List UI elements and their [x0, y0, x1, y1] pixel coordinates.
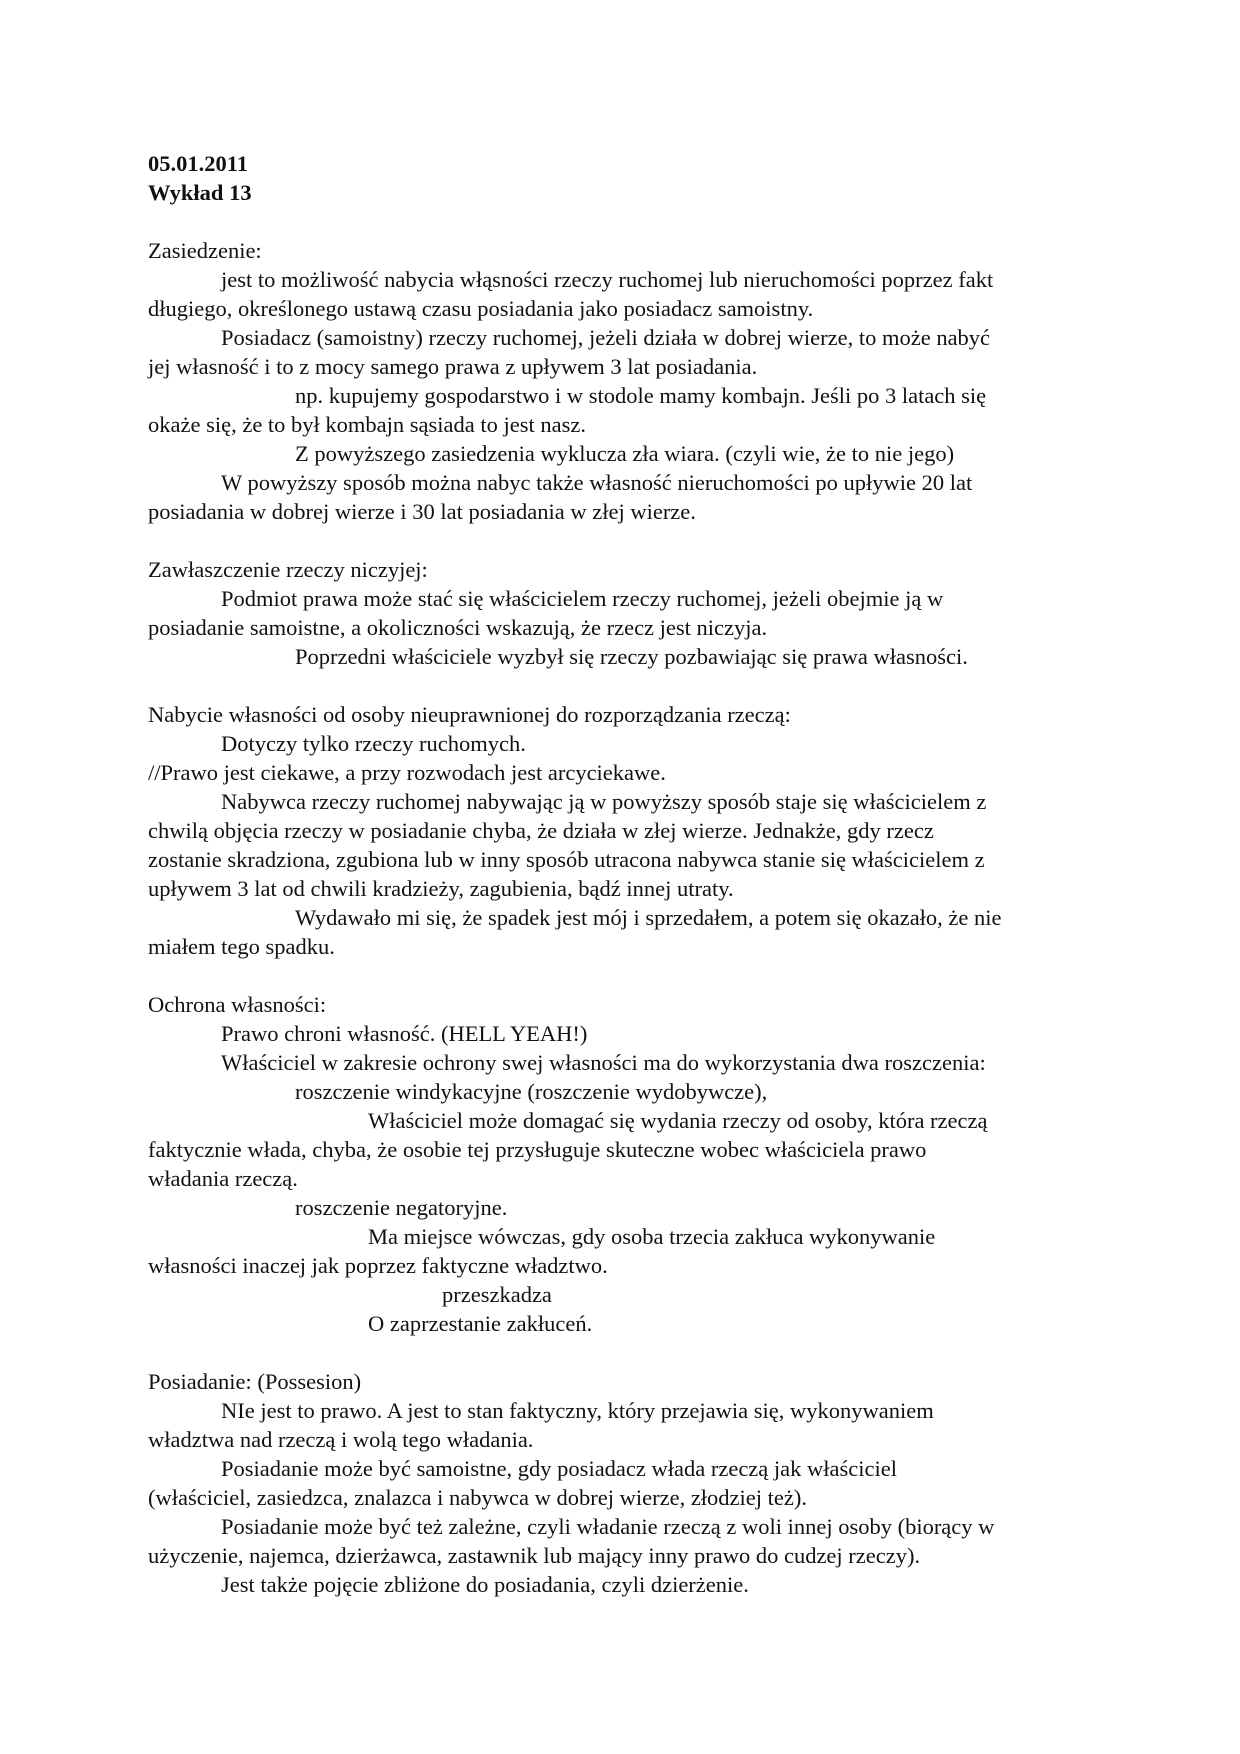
paragraph-line: roszczenie windykacyjne (roszczenie wydobywcze),	[295, 1079, 768, 1104]
section-zasiedzenie	[148, 236, 1088, 526]
paragraph-line: Dotyczy tylko rzeczy ruchomych.	[221, 731, 526, 756]
paragraph-line: władania rzeczą.	[148, 1166, 298, 1191]
paragraph-line: Prawo chroni własność. (HELL YEAH!)	[221, 1021, 588, 1046]
lecture-date: 05.01.2011	[148, 151, 249, 176]
section-ochrona	[148, 990, 1088, 1338]
paragraph-line: Nabywca rzeczy ruchomej nabywając ją w powyższy sposób staje się właścicielem z	[221, 789, 987, 814]
paragraph-line: chwilą objęcia rzeczy w posiadanie chyba, że działa w złej wierze. Jednakże, gdy rzecz	[148, 818, 934, 843]
paragraph-line: miałem tego spadku.	[148, 934, 335, 959]
paragraph-line: np. kupujemy gospodarstwo i w stodole mamy kombajn. Jeśli po 3 latach się	[295, 383, 987, 408]
paragraph-line: Wydawało mi się, że spadek jest mój i sprzedałem, a potem się okazało, że nie	[295, 905, 1002, 930]
paragraph-line: faktycznie włada, chyba, że osobie tej przysługuje skuteczne wobec właściciela prawo	[148, 1137, 927, 1162]
paragraph-line: //Prawo jest ciekawe, a przy rozwodach jest arcyciekawe.	[148, 760, 666, 785]
lecture-number: Wykład 13	[148, 180, 252, 205]
paragraph-line: Posiadanie może być też zależne, czyli władanie rzeczą z woli innej osoby (biorący w	[221, 1514, 995, 1539]
paragraph-line: zostanie skradziona, zgubiona lub w inny sposób utracona nabywca stanie się właścicielem z	[148, 847, 985, 872]
paragraph-line: jest to możliwość nabycia włąsności rzeczy ruchomej lub nieruchomości poprzez fakt	[221, 267, 994, 292]
paragraph-line: użyczenie, najemca, dzierżawca, zastawnik lub mający inny prawo do cudzej rzeczy).	[148, 1543, 921, 1568]
document-header	[148, 149, 1088, 207]
paragraph-line: Poprzedni właściciele wyzbył się rzeczy pozbawiając się prawa własności.	[295, 644, 968, 669]
paragraph-line: posiadania w dobrej wierze i 30 lat posiadania w złej wierze.	[148, 499, 696, 524]
document-content	[148, 149, 1088, 1599]
section-title: Nabycie własności od osoby nieuprawnionej do rozporządzania rzeczą:	[148, 702, 791, 727]
paragraph-line: NIe jest to prawo. A jest to stan faktyczny, który przejawia się, wykonywaniem	[221, 1398, 934, 1423]
paragraph-line: Ma miejsce wówczas, gdy osoba trzecia zakłuca wykonywanie	[368, 1224, 936, 1249]
paragraph-line: posiadanie samoistne, a okoliczności wskazują, że rzecz jest niczyja.	[148, 615, 768, 640]
paragraph-line: Z powyższego zasiedzenia wyklucza zła wiara. (czyli wie, że to nie jego)	[295, 441, 955, 466]
section-title: Zawłaszczenie rzeczy niczyjej:	[148, 557, 428, 582]
paragraph-line: władztwa nad rzeczą i wolą tego władania.	[148, 1427, 534, 1452]
paragraph-line: długiego, określonego ustawą czasu posiadania jako posiadacz samoistny.	[148, 296, 814, 321]
paragraph-line: Właściciel może domagać się wydania rzeczy od osoby, która rzeczą	[368, 1108, 988, 1133]
paragraph-line: W powyższy sposób można nabyc także własność nieruchomości po upływie 20 lat	[221, 470, 973, 495]
section-spacer	[148, 961, 1088, 990]
paragraph-line: Podmiot prawa może stać się właścicielem rzeczy ruchomej, jeżeli obejmie ją w	[221, 586, 944, 611]
paragraph-line: własności inaczej jak poprzez faktyczne władztwo.	[148, 1253, 608, 1278]
section-spacer	[148, 671, 1088, 700]
paragraph-line: Jest także pojęcie zbliżone do posiadania, czyli dzierżenie.	[221, 1572, 749, 1597]
section-posiadanie	[148, 1367, 1088, 1599]
section-title: Ochrona własności:	[148, 992, 327, 1017]
paragraph-line: jej własność i to z mocy samego prawa z upływem 3 lat posiadania.	[148, 354, 758, 379]
section-nabycie	[148, 700, 1088, 961]
paragraph-line: upływem 3 lat od chwili kradzieży, zagubienia, bądź innej utraty.	[148, 876, 734, 901]
paragraph-line: Posiadanie może być samoistne, gdy posiadacz włada rzeczą jak właściciel	[221, 1456, 897, 1481]
paragraph-line: okaże się, że to był kombajn sąsiada to jest nasz.	[148, 412, 586, 437]
paragraph-line: roszczenie negatoryjne.	[295, 1195, 508, 1220]
paragraph-line: Właściciel w zakresie ochrony swej własności ma do wykorzystania dwa roszczenia:	[221, 1050, 986, 1075]
section-title: Zasiedzenie:	[148, 238, 262, 263]
section-title: Posiadanie: (Possesion)	[148, 1369, 362, 1394]
section-spacer	[148, 526, 1088, 555]
paragraph-line: przeszkadza	[442, 1282, 552, 1307]
section-zawlaszczenie	[148, 555, 1088, 671]
paragraph-line: O zaprzestanie zakłuceń.	[368, 1311, 593, 1336]
section-spacer	[148, 1338, 1088, 1367]
paragraph-line: (właściciel, zasiedzca, znalazca i nabywca w dobrej wierze, złodziej też).	[148, 1485, 807, 1510]
paragraph-line: Posiadacz (samoistny) rzeczy ruchomej, jeżeli działa w dobrej wierze, to może nabyć	[221, 325, 991, 350]
